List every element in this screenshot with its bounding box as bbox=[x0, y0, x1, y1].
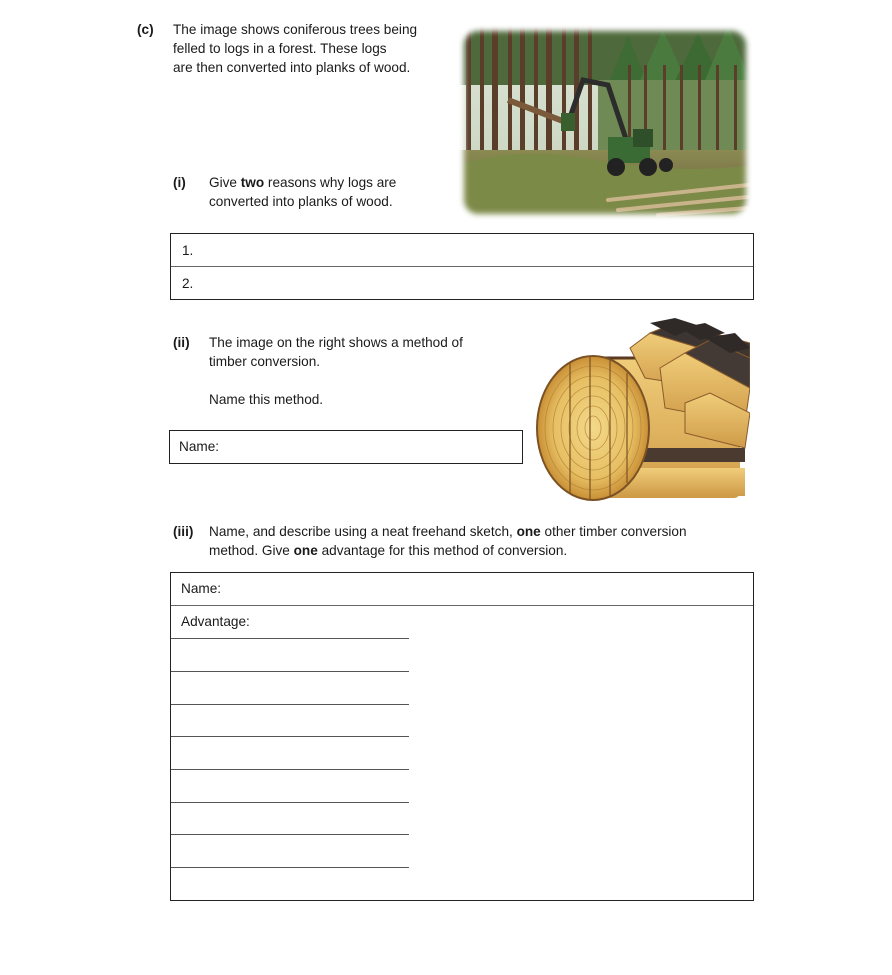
log-conversion-image bbox=[535, 318, 750, 503]
part-iii-text-c: method. Give bbox=[209, 543, 294, 558]
writing-line[interactable] bbox=[171, 671, 409, 672]
part-iii-emphasis-2: one bbox=[293, 543, 318, 558]
part-i-text-b: reasons why logs are bbox=[264, 175, 397, 190]
part-i-question bbox=[209, 173, 396, 211]
part-iii-text-b: other timber conversion bbox=[540, 524, 687, 539]
intro-line-3: are then converted into planks of wood. bbox=[173, 60, 411, 75]
part-ii-label: (ii) bbox=[173, 335, 190, 350]
part-iii-emphasis-1: one bbox=[516, 524, 541, 539]
intro-line-2: felled to logs in a forest. These logs bbox=[173, 41, 387, 56]
writing-line[interactable] bbox=[171, 769, 409, 770]
forest-harvester-photo bbox=[458, 25, 752, 220]
other-method-name-label: Name: bbox=[181, 581, 222, 596]
part-i-emphasis: two bbox=[240, 175, 265, 190]
part-ii-line-2: timber conversion. bbox=[209, 354, 321, 369]
writing-line[interactable] bbox=[171, 802, 409, 803]
writing-line[interactable] bbox=[171, 834, 409, 835]
part-i-line-2: converted into planks of wood. bbox=[209, 194, 393, 209]
forest-harvester-image bbox=[458, 25, 752, 220]
reason-1-number: 1. bbox=[182, 243, 194, 258]
part-iii-label: (iii) bbox=[173, 524, 194, 539]
part-iii-question bbox=[209, 522, 687, 560]
reasons-answer-box[interactable] bbox=[170, 233, 754, 300]
advantage-label: Advantage: bbox=[181, 614, 250, 629]
part-ii-instruction: Name this method. bbox=[209, 392, 324, 407]
quarter-sawn-log-illustration bbox=[535, 318, 750, 503]
part-ii-line-1: The image on the right shows a method of bbox=[209, 335, 463, 350]
part-i-text-a: Give bbox=[209, 175, 241, 190]
part-iii-line-1 bbox=[209, 522, 687, 541]
method-name-box[interactable] bbox=[169, 430, 523, 464]
other-method-answer-box[interactable] bbox=[170, 572, 754, 901]
writing-line[interactable] bbox=[171, 736, 409, 737]
part-iii-line-2 bbox=[209, 541, 687, 560]
writing-line[interactable] bbox=[171, 867, 409, 868]
section-c-label: (c) bbox=[137, 22, 154, 37]
part-i-line-1 bbox=[209, 173, 396, 192]
part-iii-text-d: advantage for this method of conversion. bbox=[317, 543, 568, 558]
reasons-divider bbox=[171, 266, 753, 267]
section-c-intro bbox=[173, 20, 417, 77]
reason-2-number: 2. bbox=[182, 276, 194, 291]
part-iii-text-a: Name, and describe using a neat freehand sketch, bbox=[209, 524, 517, 539]
name-divider bbox=[171, 605, 753, 606]
part-ii-question bbox=[209, 333, 463, 371]
method-name-label: Name: bbox=[179, 439, 220, 454]
part-i-label: (i) bbox=[173, 175, 186, 190]
intro-line-1: The image shows coniferous trees being bbox=[173, 22, 418, 37]
writing-line[interactable] bbox=[171, 704, 409, 705]
writing-line[interactable] bbox=[171, 638, 409, 639]
